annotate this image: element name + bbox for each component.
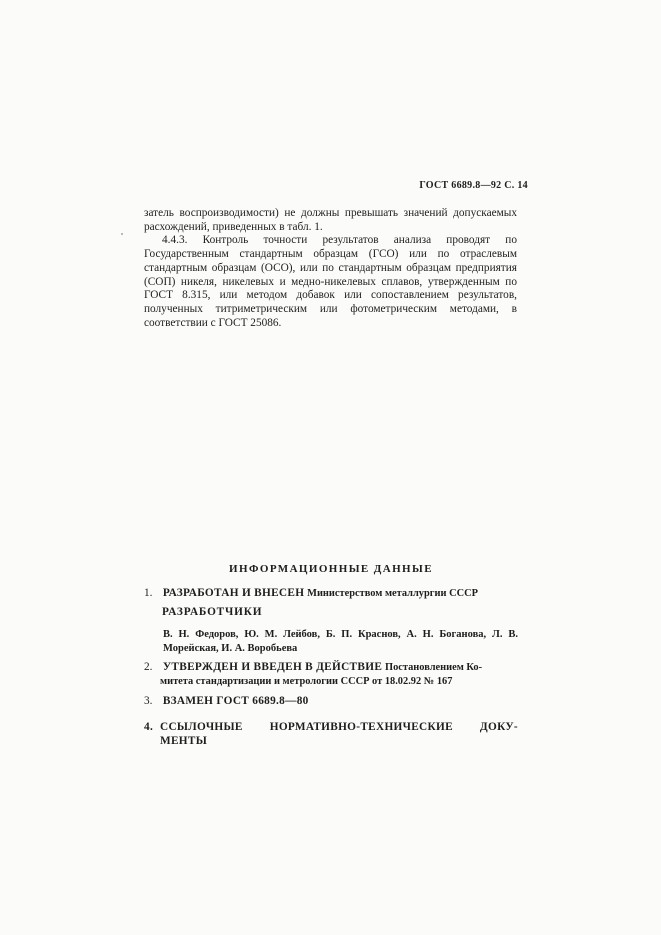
item-number: 2. bbox=[144, 661, 153, 673]
item-number: 1. bbox=[144, 587, 153, 599]
item-heading: РАЗРАБОТАН И ВНЕСЕН bbox=[162, 587, 305, 599]
item-number: 3. bbox=[144, 695, 153, 707]
item-heading: УТВЕРЖДЕН И ВВЕДЕН В ДЕЙСТВИЕ bbox=[162, 661, 383, 673]
info-item-1 bbox=[144, 586, 518, 601]
body-text bbox=[144, 207, 517, 330]
info-item-4 bbox=[144, 720, 518, 748]
item-text-continuation: митета стандартизации и метрологии СССР от 18.02.92 № 167 bbox=[160, 676, 453, 687]
item-heading-continuation: МЕНТЫ bbox=[160, 735, 208, 747]
item-text: Постановлением Ко- bbox=[384, 662, 483, 673]
item-heading: ВЗАМЕН ГОСТ 6689.8—80 bbox=[162, 695, 309, 707]
item-number: 4. bbox=[144, 721, 154, 733]
info-item-2 bbox=[144, 660, 518, 689]
item-heading-word-2: НОРМАТИВНО-ТЕХНИЧЕСКИЕ bbox=[269, 721, 453, 733]
item-heading-row bbox=[144, 720, 518, 734]
page-header: ГОСТ 6689.8—92 С. 14 bbox=[419, 180, 528, 191]
item-heading-word-1: 4. ССЫЛОЧНЫЕ bbox=[144, 721, 243, 733]
info-item-3 bbox=[144, 694, 518, 708]
paragraph-4-4-3: 4.4.3. Контроль точности результатов анализа проводят по Государственным стандартным образцам (ГСО) или по отраслевым стандартным образцам (ОСО), или по стандартным образцам предприятия (СОП) никеля, никелевых и медно-никелевых сплавов, утвержденным по ГОСТ 8.315, или методом добавок или сопоставлением результатов, полученных титриметрическим или фотометрическим методами, в соответствии с ГОСТ 25086. bbox=[144, 234, 517, 329]
developers-list: В. Н. Федоров, Ю. М. Лейбов, Б. П. Краснов, А. Н. Боганова, Л. В. Морейская, И. А. Воробьева bbox=[163, 629, 518, 654]
info-section-title: ИНФОРМАЦИОННЫЕ ДАННЫЕ bbox=[229, 563, 433, 575]
item-heading-word-3: ДОКУ- bbox=[479, 721, 518, 733]
item-text: Министерством металлургии СССР bbox=[307, 588, 478, 599]
paragraph-continuation: затель воспроизводимости) не должны превышать значений допускаемых расхождений, приведенных в табл. 1. bbox=[144, 207, 517, 233]
margin-mark bbox=[121, 233, 123, 235]
developers-label: РАЗРАБОТЧИКИ bbox=[162, 606, 263, 618]
